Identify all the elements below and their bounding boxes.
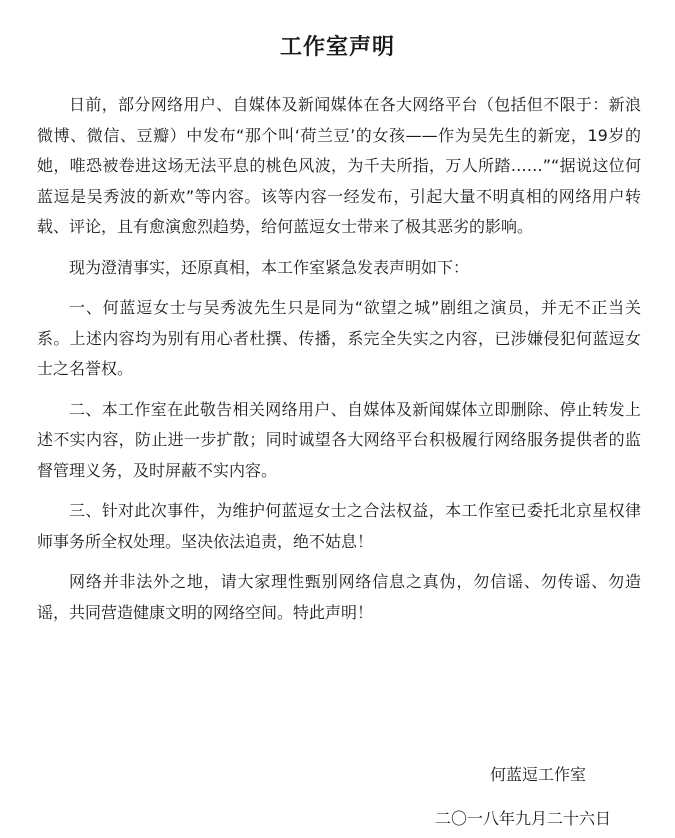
paragraph-point-three: 三、针对此次事件，为维护何蓝逗女士之合法权益，本工作室已委托北京星权律师事务所全权处理。坚决依法追责，绝不姑息！ <box>37 501 641 551</box>
paragraph-closing: 网络并非法外之地，请大家理性甄别网络信息之真伪，勿信谣、勿传谣、勿造谣，共同营造健康文明的网络空间。特此声明！ <box>37 572 641 622</box>
statement-body <box>37 90 641 638</box>
paragraph-point-two: 二、本工作室在此敬告相关网络用户、自媒体及新闻媒体立即删除、停止转发上述不实内容，防止进一步扩散；同时诚望各大网络平台积极履行网络服务提供者的监督管理义务，及时屏蔽不实内容。 <box>37 399 641 480</box>
paragraph-clarification: 现为澄清事实，还原真相，本工作室紧急发表声明如下： <box>69 257 470 277</box>
signature-studio: 何蓝逗工作室 <box>490 765 587 784</box>
paragraph-intro: 日前，部分网络用户、自媒体及新闻媒体在各大网络平台（包括但不限于：新浪微博、微信、豆瓣）中发布“那个叫‘荷兰豆’的女孩——作为吴先生的新宠，19岁的她，唯恐被卷进这场无法平息的桃色风波，为千夫所指，万人所踏……”“据说这位何蓝逗是吴秀波的新欢”等内容。该等内容一经发布，引起大量不明真相的网络用户转载、评论，且有愈演愈烈趋势，给何蓝逗女士带来了极其恶劣的影响。 <box>37 95 641 236</box>
document-title: 工作室声明 <box>279 35 395 60</box>
paragraph-point-one: 一、何蓝逗女士与吴秀波先生只是同为“欲望之城”剧组之演员，并无不正当关系。上述内容均为别有用心者杜撰、传播，系完全失实之内容，已涉嫌侵犯何蓝逗女士之名誉权。 <box>37 298 641 378</box>
signature-date: 二〇一八年九月二十六日 <box>435 809 612 828</box>
